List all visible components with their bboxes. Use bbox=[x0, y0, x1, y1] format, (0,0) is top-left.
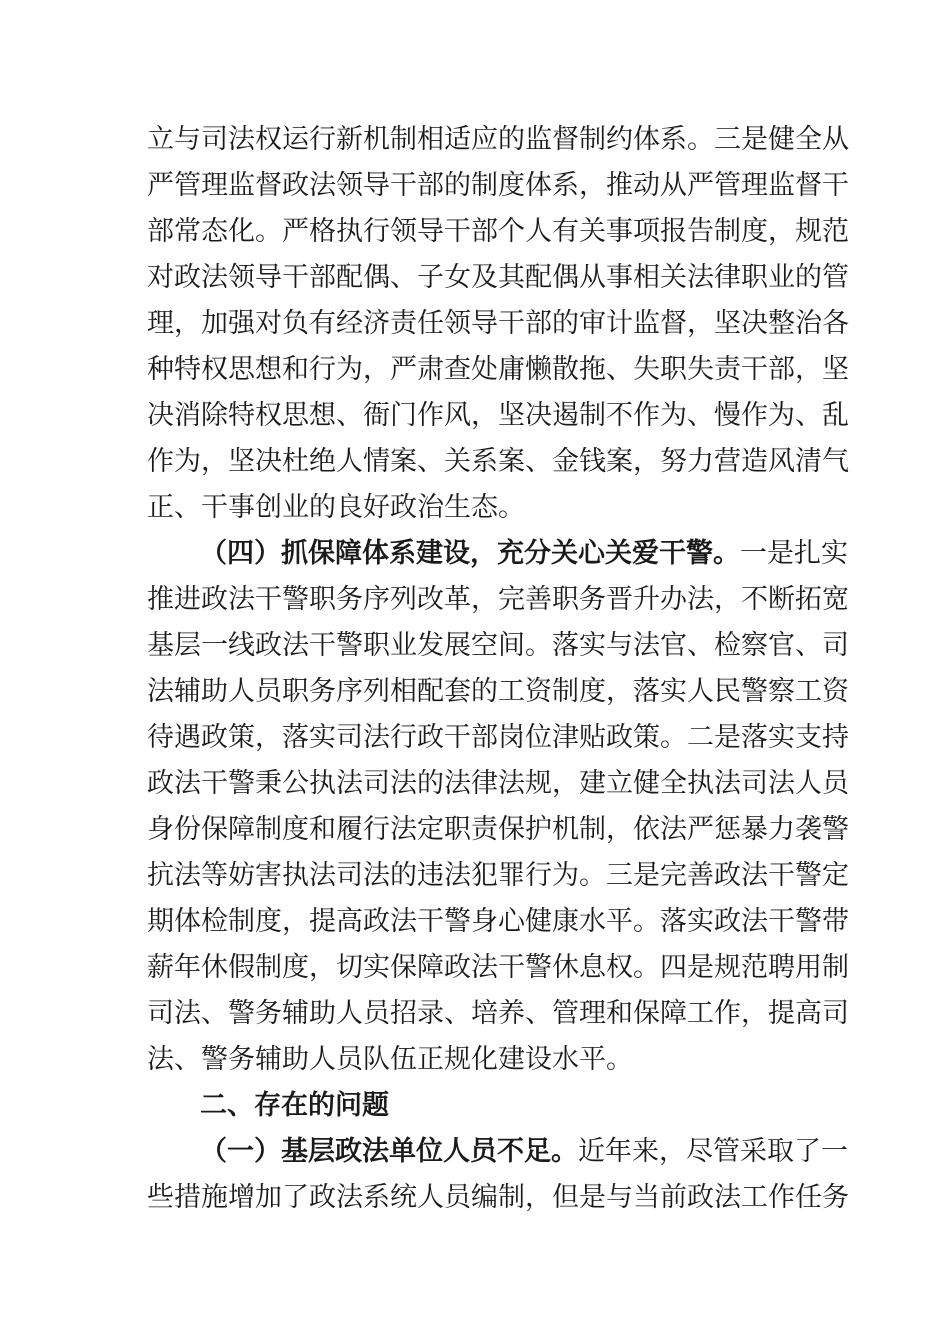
paragraph-first-line bbox=[200, 534, 848, 574]
text-line: 法、警务辅助人员队伍正规化建设水平。 bbox=[147, 1044, 633, 1075]
text-line: 立与司法权运行新机制相适应的监督制约体系。三是健全从 bbox=[147, 124, 849, 155]
text-line: 正、干事创业的良好政治生态。 bbox=[147, 492, 525, 523]
section-heading: 二、存在的问题 bbox=[200, 1090, 389, 1121]
text-line: 部常态化。严格执行领导干部个人有关事项报告制度，规范 bbox=[147, 216, 849, 247]
text-line: 司法、警务辅助人员招录、培养、管理和保障工作，提高司 bbox=[147, 998, 849, 1029]
text-line: 种特权思想和行为，严肃查处庸懒散拖、失职失责干部，坚 bbox=[147, 354, 849, 385]
text-line: 推进政法干警职务序列改革，完善职务晋升办法，不断拓宽 bbox=[147, 584, 849, 615]
paragraph-heading: （四）抓保障体系建设，充分关心关爱干警。 bbox=[200, 538, 740, 569]
text-line: 待遇政策，落实司法行政干部岗位津贴政策。二是落实支持 bbox=[147, 722, 849, 753]
text-span: 近年来，尽管采取了一 bbox=[578, 1136, 848, 1167]
text-line: 身份保障制度和履行法定职责保护机制，依法严惩暴力袭警 bbox=[147, 814, 849, 845]
text-line: 期体检制度，提高政法干警身心健康水平。落实政法干警带 bbox=[147, 906, 849, 937]
text-line: 理，加强对负有经济责任领导干部的审计监督，坚决整治各 bbox=[147, 308, 849, 339]
paragraph-first-line bbox=[200, 1132, 848, 1172]
text-span: 一是扎实 bbox=[740, 538, 848, 569]
text-line: 些措施增加了政法系统人员编制，但是与当前政法工作任务 bbox=[147, 1182, 849, 1213]
text-line: 基层一线政法干警职业发展空间。落实与法官、检察官、司 bbox=[147, 630, 849, 661]
paragraph-heading: （一）基层政法单位人员不足。 bbox=[200, 1136, 578, 1167]
text-line: 作为，坚决杜绝人情案、关系案、金钱案，努力营造风清气 bbox=[147, 446, 849, 477]
text-line: 严管理监督政法领导干部的制度体系，推动从严管理监督干 bbox=[147, 170, 849, 201]
text-line: 抗法等妨害执法司法的违法犯罪行为。三是完善政法干警定 bbox=[147, 860, 849, 891]
text-line: 决消除特权思想、衙门作风，坚决遏制不作为、慢作为、乱 bbox=[147, 400, 849, 431]
text-line: 政法干警秉公执法司法的法律法规，建立健全执法司法人员 bbox=[147, 768, 849, 799]
text-line: 法辅助人员职务序列相配套的工资制度，落实人民警察工资 bbox=[147, 676, 849, 707]
text-line: 对政法领导干部配偶、子女及其配偶从事相关法律职业的管 bbox=[147, 262, 849, 293]
text-line: 薪年休假制度，切实保障政法干警休息权。四是规范聘用制 bbox=[147, 952, 849, 983]
